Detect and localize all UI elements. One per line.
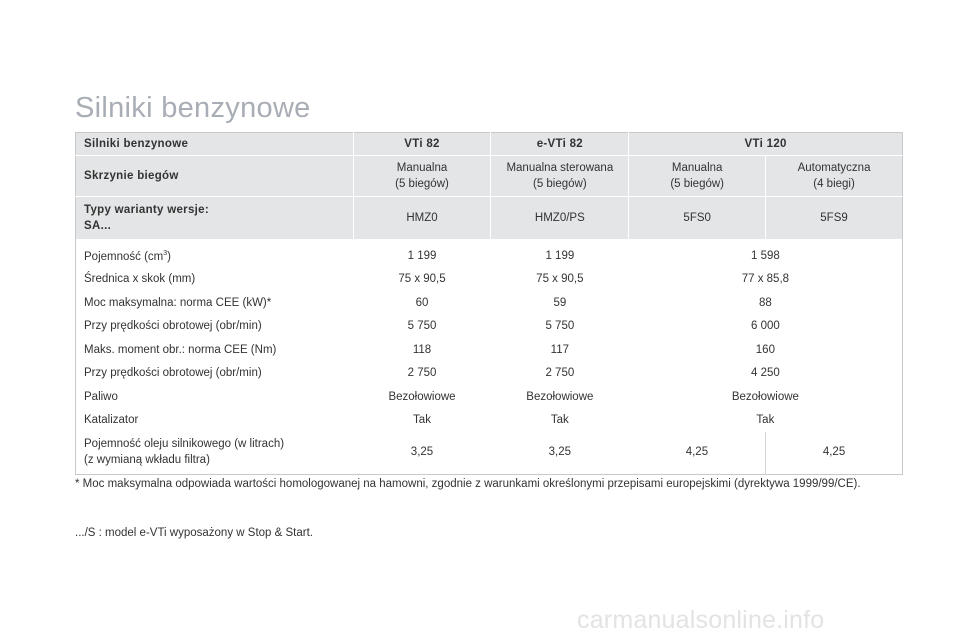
table-cell: 2 750 (353, 362, 491, 386)
header-cell: Automatyczna (4 biegi) (766, 156, 903, 197)
page-title: Silniki benzynowe (75, 92, 311, 124)
row-label: Średnica x skok (mm) (76, 268, 354, 292)
table-cell: 1 598 (629, 239, 903, 268)
table-cell: 6 000 (629, 315, 903, 339)
table-row (76, 409, 903, 433)
table-cell: 160 (629, 338, 903, 362)
table-cell: 5 750 (491, 315, 629, 339)
table-row (76, 291, 903, 315)
table-cell: 3,25 (353, 432, 491, 474)
table-cell: 4,25 (629, 432, 766, 474)
table-row (76, 385, 903, 409)
table-cell: Tak (491, 409, 629, 433)
row-label: Katalizator (76, 409, 354, 433)
table-cell: 75 x 90,5 (353, 268, 491, 292)
header-cell: HMZ0/PS (491, 197, 629, 239)
header-cell: VTi 82 (353, 133, 491, 156)
table-cell: 4,25 (766, 432, 903, 474)
table-cell: 3,25 (491, 432, 629, 474)
table-cell: 2 750 (491, 362, 629, 386)
row-label-text: Pojemność (cm (84, 250, 164, 263)
table-cell: Tak (353, 409, 491, 433)
row-label-text: ) (167, 250, 171, 263)
row-label (76, 239, 354, 268)
table-cell: 117 (491, 338, 629, 362)
row-label: Maks. moment obr.: norma CEE (Nm) (76, 338, 354, 362)
row-label: Paliwo (76, 385, 354, 409)
table-cell: 77 x 85,8 (629, 268, 903, 292)
header-row (76, 156, 903, 197)
footnote: * Moc maksymalna odpowiada wartości homologowanej na hamowni, zgodnie z warunkami określonymi przepisami europejskimi (dyrektywa 1999/99/CE). (75, 478, 861, 490)
row-label: Moc maksymalna: norma CEE (kW)* (76, 291, 354, 315)
table-cell: Bezołowiowe (629, 385, 903, 409)
table-row (76, 315, 903, 339)
table-row (76, 362, 903, 386)
table-cell: 1 199 (491, 239, 629, 268)
row-label: Przy prędkości obrotowej (obr/min) (76, 362, 354, 386)
row-label: Przy prędkości obrotowej (obr/min) (76, 315, 354, 339)
header-cell: Manualna (5 biegów) (353, 156, 491, 197)
header-cell: VTi 120 (629, 133, 903, 156)
engine-spec-table (75, 132, 903, 475)
header-cell: e-VTi 82 (491, 133, 629, 156)
header-cell: HMZ0 (353, 197, 491, 239)
table-row (76, 338, 903, 362)
watermark: carmanualsonline.info (577, 606, 825, 634)
header-row (76, 197, 903, 239)
table-cell: 75 x 90,5 (491, 268, 629, 292)
table-row (76, 268, 903, 292)
table-cell: Tak (629, 409, 903, 433)
stop-start-note: .../S : model e-VTi wyposażony w Stop & Start. (75, 527, 313, 539)
table-cell: 1 199 (353, 239, 491, 268)
row-label-sup: 3 (163, 249, 168, 257)
table-cell: 5 750 (353, 315, 491, 339)
row-label: Pojemność oleju silnikowego (w litrach) (z wymianą wkładu filtra) (76, 432, 354, 474)
header-label: Skrzynie biegów (76, 156, 354, 197)
table-cell: Bezołowiowe (353, 385, 491, 409)
table-cell: 118 (353, 338, 491, 362)
header-label: Typy warianty wersje: SA... (76, 197, 354, 239)
header-label: Silniki benzynowe (76, 133, 354, 156)
table-row (76, 239, 903, 268)
header-cell: 5FS9 (766, 197, 903, 239)
table-cell: Bezołowiowe (491, 385, 629, 409)
header-cell: Manualna sterowana (5 biegów) (491, 156, 629, 197)
header-cell: 5FS0 (629, 197, 766, 239)
table-cell: 4 250 (629, 362, 903, 386)
table-cell: 88 (629, 291, 903, 315)
header-cell: Manualna (5 biegów) (629, 156, 766, 197)
table-cell: 60 (353, 291, 491, 315)
header-row (76, 133, 903, 156)
table-row (76, 432, 903, 474)
table-cell: 59 (491, 291, 629, 315)
